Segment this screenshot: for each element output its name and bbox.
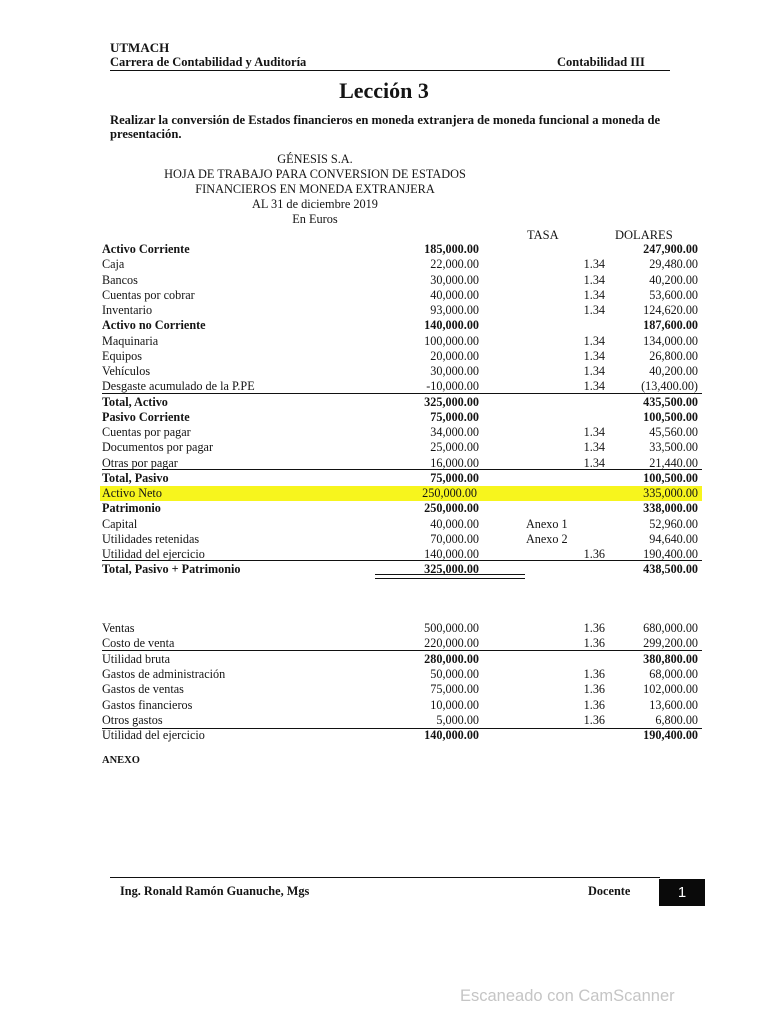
row-label: Utilidades retenidas: [102, 531, 200, 546]
row-label: Cuentas por cobrar: [102, 287, 195, 302]
annex-ref: Anexo 1: [526, 516, 568, 531]
usd-amount: 190,400.00: [643, 728, 698, 743]
exchange-rate: 1.34: [583, 287, 605, 302]
row-label: Total, Pasivo + Patrimonio: [102, 562, 241, 577]
exchange-rate: 1.34: [583, 257, 605, 272]
row-label: Maquinaria: [102, 333, 159, 348]
usd-amount: 52,960.00: [649, 516, 698, 531]
table-row: [102, 667, 702, 682]
row-label: Costo de venta: [102, 636, 175, 651]
usd-amount: 29,480.00: [649, 257, 698, 272]
table-row: [102, 288, 702, 303]
rule-after-liabilities: [102, 469, 702, 470]
usd-amount: 190,400.00: [643, 547, 698, 561]
rate-column-header: TASA: [527, 228, 559, 242]
row-label: Bancos: [102, 272, 138, 287]
usd-amount: 124,620.00: [643, 303, 698, 317]
row-label: Otros gastos: [102, 712, 163, 727]
worksheet-title: HOJA DE TRABAJO PARA CONVERSION DE ESTADOS: [164, 167, 466, 181]
usd-amount: 26,800.00: [649, 348, 698, 363]
eur-amount: 500,000.00: [424, 621, 479, 635]
worksheet-date: AL 31 de diciembre 2019: [252, 197, 378, 211]
usd-amount: 21,440.00: [649, 455, 698, 470]
rule-after-assets: [102, 393, 702, 394]
exchange-rate: 1.34: [583, 348, 605, 363]
row-label: Gastos financieros: [102, 697, 193, 712]
row-label: Utilidad del ejercicio: [102, 547, 205, 561]
usd-amount: 68,000.00: [649, 666, 698, 681]
rule-after-cost: [102, 650, 702, 651]
row-label: Gastos de administración: [102, 666, 226, 681]
usd-amount: 187,600.00: [643, 318, 698, 333]
footer-divider: [110, 877, 660, 878]
usd-amount: 680,000.00: [643, 621, 698, 635]
table-row: [102, 242, 702, 257]
eur-amount: 140,000.00: [424, 547, 479, 561]
exchange-rate: 1.36: [583, 547, 605, 561]
usd-amount: 100,500.00: [643, 470, 698, 485]
eur-amount: 30,000.00: [430, 364, 479, 378]
usd-amount: 335,000.00: [643, 486, 698, 500]
table-row: [102, 713, 702, 728]
table-row: [102, 257, 702, 272]
usd-amount: 299,200.00: [643, 636, 698, 651]
exchange-rate: 1.34: [583, 379, 605, 394]
exchange-rate: 1.34: [583, 333, 605, 348]
table-row: [102, 698, 702, 713]
eur-amount: 20,000.00: [430, 348, 479, 363]
annex-ref: Anexo 2: [526, 531, 568, 546]
highlighted-row: [100, 486, 702, 501]
row-label: Capital: [102, 516, 138, 531]
eur-amount: 280,000.00: [424, 651, 479, 666]
eur-amount: 250,000.00: [424, 501, 479, 516]
eur-amount: 75,000.00: [430, 470, 479, 485]
row-label: Ventas: [102, 621, 135, 635]
row-label: Utilidad bruta: [102, 651, 171, 666]
usd-amount: 40,200.00: [649, 364, 698, 378]
usd-amount: 100,500.00: [643, 409, 698, 424]
lesson-title: Lección 3: [339, 78, 429, 103]
eur-amount: 140,000.00: [424, 728, 479, 743]
exchange-rate: 1.36: [583, 697, 605, 712]
eur-amount: 50,000.00: [430, 666, 479, 681]
exchange-rate: 1.34: [583, 440, 605, 455]
usd-amount: 6,800.00: [655, 712, 698, 727]
exchange-rate: 1.36: [583, 682, 605, 697]
row-label: Total, Pasivo: [102, 470, 169, 485]
row-label: Total, Activo: [102, 394, 168, 409]
eur-amount: 5,000.00: [436, 712, 479, 727]
table-row: [102, 379, 702, 394]
row-label: Gastos de ventas: [102, 682, 184, 697]
row-label: Otras por pagar: [102, 455, 178, 470]
page-number: 1: [659, 879, 705, 906]
usd-amount: (13,400.00): [641, 379, 698, 394]
eur-amount: -10,000.00: [426, 379, 479, 394]
usd-column-header: DOLARES: [615, 228, 673, 242]
eur-amount: 30,000.00: [430, 272, 479, 287]
rule-after-equity: [102, 560, 702, 561]
table-row: [102, 334, 702, 349]
university-name: UTMACH: [110, 40, 170, 55]
row-label: Desgaste acumulado de la P.PE: [102, 379, 255, 394]
exchange-rate: 1.36: [583, 712, 605, 727]
usd-amount: 53,600.00: [649, 287, 698, 302]
exchange-rate: 1.36: [583, 636, 605, 651]
table-row: [102, 501, 702, 516]
table-row: [102, 621, 702, 636]
table-row: [102, 318, 702, 333]
row-label: Activo no Corriente: [102, 318, 206, 333]
eur-amount: 250,000.00: [422, 486, 477, 500]
worksheet-currency: En Euros: [292, 212, 338, 226]
eur-amount: 325,000.00: [424, 394, 479, 409]
eur-amount: 100,000.00: [424, 333, 479, 348]
table-row: [102, 728, 702, 743]
exchange-rate: 1.36: [583, 621, 605, 635]
row-label: Utilidad del ejercicio: [102, 728, 205, 743]
table-row: [102, 471, 702, 486]
eur-amount: 140,000.00: [424, 318, 479, 333]
instructions: Realizar la conversión de Estados financieros en moneda extranjera de moneda funcional a moneda de presentación.: [110, 113, 661, 141]
table-row: [102, 410, 702, 425]
row-label: Patrimonio: [102, 501, 161, 516]
exchange-rate: 1.34: [583, 364, 605, 378]
row-label: Vehículos: [102, 364, 151, 378]
eur-amount: 70,000.00: [430, 531, 479, 546]
eur-amount: 25,000.00: [430, 440, 479, 455]
header-divider: [110, 70, 670, 71]
table-row: [102, 682, 702, 697]
eur-amount: 75,000.00: [430, 682, 479, 697]
row-label: Documentos por pagar: [102, 440, 214, 455]
table-row: [102, 517, 702, 532]
eur-amount: 40,000.00: [430, 516, 479, 531]
usd-amount: 45,560.00: [649, 425, 698, 439]
row-label: Activo Corriente: [102, 242, 190, 256]
row-label: Activo Neto: [102, 486, 162, 500]
course-name: Contabilidad III: [557, 55, 645, 69]
eur-amount: 93,000.00: [430, 303, 479, 317]
row-label: Pasivo Corriente: [102, 409, 190, 424]
eur-amount: 22,000.00: [430, 257, 479, 272]
exchange-rate: 1.34: [583, 272, 605, 287]
scanner-watermark: Escaneado con CamScanner: [460, 987, 675, 1005]
row-label: Cuentas por pagar: [102, 425, 191, 439]
table-row: [102, 425, 702, 440]
usd-amount: 338,000.00: [643, 501, 698, 516]
career-name: Carrera de Contabilidad y Auditoría: [110, 55, 307, 69]
usd-amount: 435,500.00: [643, 394, 698, 409]
company-name: GÉNESIS S.A.: [277, 152, 353, 166]
table-row: [102, 303, 702, 318]
table-row: [102, 364, 702, 379]
teacher-name: Ing. Ronald Ramón Guanuche, Mgs: [120, 884, 310, 898]
eur-amount: 325,000.00: [424, 562, 479, 577]
table-row: [102, 273, 702, 288]
table-row: [102, 652, 702, 667]
usd-amount: 380,800.00: [643, 651, 698, 666]
table-row: [102, 395, 702, 410]
eur-amount: 10,000.00: [430, 697, 479, 712]
rule-after-expenses: [102, 728, 702, 729]
usd-amount: 102,000.00: [643, 682, 698, 697]
row-label: Inventario: [102, 303, 153, 317]
table-row: [102, 349, 702, 364]
eur-amount: 75,000.00: [430, 409, 479, 424]
table-row: [102, 532, 702, 547]
row-label: Caja: [102, 257, 125, 272]
eur-amount: 220,000.00: [424, 636, 479, 651]
usd-amount: 247,900.00: [643, 242, 698, 256]
worksheet-subtitle: FINANCIEROS EN MONEDA EXTRANJERA: [195, 182, 435, 196]
eur-amount: 34,000.00: [430, 425, 479, 439]
exchange-rate: 1.34: [583, 425, 605, 439]
usd-amount: 94,640.00: [649, 531, 698, 546]
usd-amount: 13,600.00: [649, 697, 698, 712]
usd-amount: 33,500.00: [649, 440, 698, 455]
table-row: [102, 440, 702, 455]
usd-amount: 40,200.00: [649, 272, 698, 287]
exchange-rate: 1.34: [583, 455, 605, 470]
usd-amount: 134,000.00: [643, 333, 698, 348]
anexo-label: ANEXO: [102, 755, 140, 766]
usd-amount: 438,500.00: [643, 562, 698, 577]
eur-amount: 16,000.00: [430, 455, 479, 470]
exchange-rate: 1.36: [583, 666, 605, 681]
eur-amount: 185,000.00: [424, 242, 479, 256]
exchange-rate: 1.34: [583, 303, 605, 317]
row-label: Equipos: [102, 348, 142, 363]
teacher-role: Docente: [588, 884, 631, 898]
eur-amount: 40,000.00: [430, 287, 479, 302]
double-underline-total: [375, 574, 525, 579]
